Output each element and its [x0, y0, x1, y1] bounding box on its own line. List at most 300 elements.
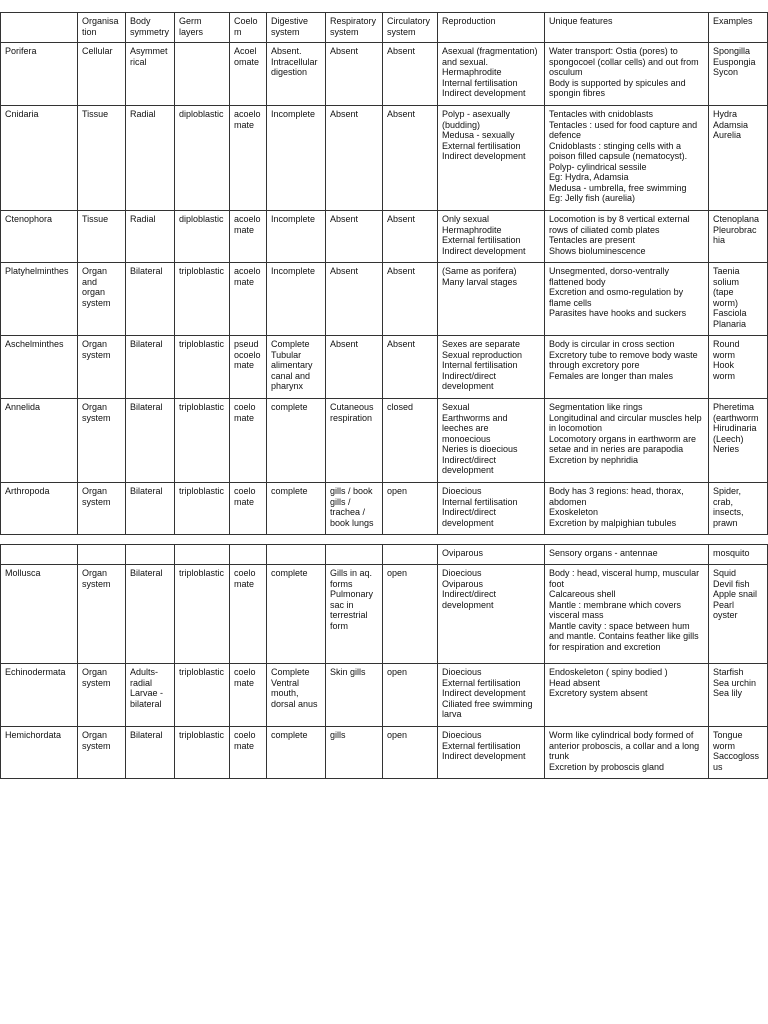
cell-line: system [330, 26, 359, 37]
cell-line: Dioecious [442, 730, 482, 740]
table-row [1, 483, 768, 535]
cell-coelom [230, 565, 267, 664]
cell-reproduction [438, 664, 545, 727]
header-cell-phylum [1, 13, 78, 43]
cell-line: Organ [82, 568, 108, 578]
cell-line: open [387, 568, 408, 578]
cell-line: Spongilla [713, 46, 751, 56]
cell-phylum [1, 399, 78, 483]
cell-line: Medusa - umbrella, free swimming [549, 182, 687, 193]
cell-line: Absent [387, 266, 416, 276]
cell-unique-features [545, 399, 709, 483]
cell-line: Hydra [713, 109, 738, 119]
cell-reproduction [438, 483, 545, 535]
cell-line: Polyp - asexually [442, 109, 511, 119]
cell-line: Fasciola [713, 308, 747, 318]
cell-line: system [82, 297, 111, 308]
cell-line: acoelo [234, 214, 261, 224]
cell-germ-layers [175, 336, 230, 399]
header-cell-unique-features [545, 13, 709, 43]
cell-unique-features [545, 664, 709, 727]
cell-line: larva [442, 709, 462, 719]
cell-organisation [78, 727, 126, 779]
cell-line: Adamsia [713, 119, 749, 130]
cell-line: Apple snail [713, 589, 758, 599]
cell-line: Bilateral [130, 486, 163, 496]
cell-line: Germ [179, 16, 202, 26]
cell-line: mate [234, 360, 255, 370]
cell-line: Locomotion is by 8 vertical external [549, 214, 690, 224]
cell-line: development [442, 465, 494, 475]
cell-body-symmetry [126, 545, 175, 565]
cell-line: system [271, 26, 300, 37]
cell-circulatory-system [383, 336, 438, 399]
cell-line: radial [130, 677, 153, 688]
cell-digestive-system [267, 565, 326, 664]
cell-line: hia [713, 235, 726, 245]
cell-line: book lungs [330, 517, 374, 528]
cell-line: closed [387, 402, 414, 412]
cell-organisation [78, 263, 126, 336]
cell-phylum [1, 106, 78, 211]
cell-unique-features [545, 565, 709, 664]
cell-line: Bilateral [130, 730, 163, 740]
cell-line: complete [271, 568, 308, 578]
table-body [1, 13, 768, 535]
cell-phylum [1, 483, 78, 535]
cell-line: coelo [234, 486, 256, 496]
cell-line: Organ [82, 730, 108, 740]
cell-line: Oviparous [442, 548, 484, 558]
cell-line: form [330, 620, 348, 631]
cell-line: alimentary [271, 360, 313, 370]
cell-reproduction [438, 106, 545, 211]
cell-phylum [1, 664, 78, 727]
cell-line: Sensory organs - antennae [549, 548, 658, 558]
cell-examples [709, 727, 768, 779]
cell-line: Tentacles with cnidoblasts [549, 109, 654, 119]
cell-line: leeches are [442, 423, 489, 433]
cell-digestive-system [267, 43, 326, 106]
cell-line: anterior proboscis, a collar and a long [549, 740, 700, 751]
cell-line: layers [179, 26, 204, 37]
cell-line: insects, [713, 507, 744, 517]
cell-line: forms [330, 578, 353, 589]
cell-line: Aurelia [713, 130, 742, 140]
cell-line: External fertilisation [442, 235, 521, 245]
cell-organisation [78, 565, 126, 664]
cell-line: Reproduction [442, 16, 496, 26]
cell-phylum [1, 727, 78, 779]
cell-line: Only sexual [442, 214, 490, 224]
cell-line: Skin gills [330, 667, 366, 677]
cell-digestive-system [267, 211, 326, 263]
cell-line: and sexual. [442, 56, 489, 67]
cell-examples [709, 336, 768, 399]
cell-line: Complete [271, 667, 310, 677]
cell-line: Body [130, 16, 151, 26]
cell-line: Parasites have hooks and suckers [549, 308, 687, 318]
cell-line: Ctenophora [5, 214, 53, 224]
cell-line: worm [713, 349, 735, 360]
cell-respiratory-system [326, 545, 383, 565]
cell-line: system [82, 740, 111, 751]
cell-line: respiration [330, 412, 373, 423]
cell-line: Cellular [82, 46, 113, 56]
cell-unique-features [545, 336, 709, 399]
header-cell-body-symmetry [126, 13, 175, 43]
cell-line: solium [713, 276, 740, 287]
cell-line: Complete [271, 339, 310, 349]
cell-respiratory-system [326, 106, 383, 211]
cell-line: Mantle cavity : space between hum [549, 620, 690, 631]
cell-line: Mollusca [5, 568, 41, 578]
cell-phylum [1, 336, 78, 399]
cell-line: system [82, 578, 111, 589]
cell-line: Body is circular in cross section [549, 339, 675, 349]
cell-respiratory-system [326, 565, 383, 664]
cell-reproduction [438, 263, 545, 336]
cell-digestive-system [267, 664, 326, 727]
cell-line: Absent [387, 214, 416, 224]
cell-line: External fertilisation [442, 140, 521, 151]
cell-line: Water transport: Ostia (pores) to [549, 46, 678, 56]
cell-circulatory-system [383, 483, 438, 535]
cell-digestive-system [267, 727, 326, 779]
cell-line: Absent. [271, 46, 302, 56]
cell-line: Adults- [130, 667, 159, 677]
cell-line: gills / book [330, 486, 373, 496]
cell-line: terrestrial [330, 610, 368, 620]
cell-circulatory-system [383, 211, 438, 263]
cell-phylum [1, 43, 78, 106]
cell-line: us [713, 761, 723, 772]
cell-line: Organ [82, 486, 108, 496]
cell-line: triploblastic [179, 667, 225, 677]
cell-line: foot [549, 578, 565, 589]
cell-line: tion [82, 26, 97, 37]
cell-examples [709, 263, 768, 336]
table-body [1, 545, 768, 779]
cell-line: External fertilisation [442, 740, 521, 751]
cell-line: Sexes are separate [442, 339, 521, 349]
cell-line: triploblastic [179, 730, 225, 740]
cell-line: Eg: Hydra, Adamsia [549, 172, 629, 182]
cell-line: mate [234, 677, 255, 688]
cell-line: trachea / [330, 507, 366, 517]
cell-line: gills [330, 730, 346, 740]
cell-organisation [78, 545, 126, 565]
cell-line: Indirect development [442, 751, 526, 761]
cell-unique-features [545, 211, 709, 263]
table-row [1, 106, 768, 211]
cell-line: Porifera [5, 46, 37, 56]
cell-reproduction [438, 399, 545, 483]
cell-line: Aschelminthes [5, 339, 64, 349]
cell-coelom [230, 664, 267, 727]
cell-line: through excretory pore [549, 360, 640, 370]
cell-phylum [1, 211, 78, 263]
cell-body-symmetry [126, 565, 175, 664]
cell-line: development [442, 599, 494, 610]
cell-line: Locomotory organs in earthworm are [549, 433, 697, 444]
cell-line: Asexual (fragmentation) [442, 46, 538, 56]
cell-line: for respiration and excretion [549, 641, 661, 652]
cell-line: Segmentation like rings [549, 402, 643, 412]
cell-line: Females are longer than males [549, 370, 674, 381]
cell-line: organ [82, 287, 106, 297]
cell-respiratory-system [326, 664, 383, 727]
cell-line: Excretory tube to remove body waste [549, 349, 698, 360]
cell-line: Examples [713, 16, 753, 26]
cell-line: (earthworm [713, 412, 759, 423]
cell-line: oyster [713, 610, 738, 620]
cell-examples [709, 43, 768, 106]
cell-line: mate [234, 276, 255, 287]
cell-circulatory-system [383, 263, 438, 336]
cell-line: Hemichordata [5, 730, 62, 740]
cell-line: Radial [130, 214, 156, 224]
cell-line: Acoel [234, 46, 257, 56]
cell-line: system [82, 496, 111, 507]
cell-circulatory-system [383, 545, 438, 565]
table-row [1, 565, 768, 664]
cell-line: Incomplete [271, 266, 316, 276]
cell-line: Incomplete [271, 109, 316, 119]
cell-line: omate [234, 56, 260, 67]
cell-digestive-system [267, 545, 326, 565]
cell-line: Worm like cylindrical body formed of [549, 730, 694, 740]
cell-line: Dioecious [442, 486, 482, 496]
cell-circulatory-system [383, 43, 438, 106]
cell-line: coelo [234, 402, 256, 412]
header-cell-respiratory-system [326, 13, 383, 43]
cell-line: Annelida [5, 402, 41, 412]
cell-line: monoecious [442, 433, 491, 444]
cell-line: Indirect development [442, 688, 526, 698]
cell-line: Absent [387, 109, 416, 119]
cell-line: Tissue [82, 214, 109, 224]
cell-line: open [387, 486, 408, 496]
cell-line: acoelo [234, 266, 261, 276]
cell-line: Intracellular [271, 56, 318, 67]
cell-line: diploblastic [179, 109, 224, 119]
cell-line: acoelo [234, 109, 261, 119]
cell-line: setae and in neries are parapodia [549, 444, 684, 454]
cell-line: dorsal anus [271, 698, 318, 709]
cell-phylum [1, 263, 78, 336]
cell-respiratory-system [326, 399, 383, 483]
cell-coelom [230, 263, 267, 336]
cell-line: Indirect/direct [442, 507, 497, 517]
cell-unique-features [545, 727, 709, 779]
cell-digestive-system [267, 483, 326, 535]
cell-line: Hermaphrodite [442, 67, 502, 77]
cell-line: Bilateral [130, 339, 163, 349]
cell-line: Absent [330, 266, 359, 276]
cell-line: Indirect development [442, 88, 526, 98]
cell-line: Internal fertilisation [442, 77, 518, 88]
cell-line: Pheretima [713, 402, 755, 412]
cell-line: mate [234, 412, 255, 423]
cell-line: Earthworms and [442, 412, 508, 423]
cell-line: Saccogloss [713, 751, 760, 761]
cell-line: Organ [82, 266, 108, 276]
cell-line: ocoelo [234, 349, 261, 360]
cell-line: prawn [713, 517, 738, 528]
cell-line: triploblastic [179, 568, 225, 578]
cell-body-symmetry [126, 336, 175, 399]
header-cell-organisation [78, 13, 126, 43]
cell-line: system [82, 677, 111, 688]
cell-line: open [387, 730, 408, 740]
cell-line: Excretion by nephridia [549, 454, 639, 465]
cell-line: m [234, 26, 242, 37]
cell-line: triploblastic [179, 339, 225, 349]
cell-line: Absent [330, 339, 359, 349]
cell-line: Absent [330, 109, 359, 119]
cell-line: bilateral [130, 698, 162, 709]
cell-coelom [230, 727, 267, 779]
cell-line: Organisa [82, 16, 119, 26]
cell-line: Arthropoda [5, 486, 50, 496]
cell-circulatory-system [383, 565, 438, 664]
header-cell-digestive-system [267, 13, 326, 43]
cell-line: (tape [713, 287, 734, 297]
cell-line: Pearl [713, 599, 735, 610]
cell-line: Medusa - sexually [442, 130, 515, 140]
cell-line: Ctenoplana [713, 214, 760, 224]
cell-line: Polyp- cylindrical sessile [549, 161, 647, 172]
cell-line: Spider, [713, 486, 742, 496]
cell-germ-layers [175, 565, 230, 664]
cell-line: trunk [549, 751, 570, 761]
cell-line: complete [271, 486, 308, 496]
cell-germ-layers [175, 263, 230, 336]
cell-line: Longitudinal and circular muscles help [549, 412, 702, 423]
cell-line: coelo [234, 568, 256, 578]
cell-reproduction [438, 43, 545, 106]
cell-germ-layers [175, 106, 230, 211]
cell-line: Sea lily [713, 688, 743, 698]
cell-line: Tentacles : used for food capture and [549, 119, 698, 130]
cell-line: Many larval stages [442, 276, 518, 287]
cell-organisation [78, 664, 126, 727]
cell-line: gills / [330, 496, 351, 507]
cell-line: Tentacles are present [549, 235, 636, 245]
cell-line: Body is supported by spicules and [549, 77, 686, 88]
cell-line: Hermaphrodite [442, 224, 502, 235]
cell-line: worm) [713, 297, 738, 308]
cell-examples [709, 106, 768, 211]
cell-line: osculum [549, 67, 583, 77]
cell-line: Body : head, visceral hump, muscular [549, 568, 700, 578]
cell-line: Absent [330, 214, 359, 224]
cell-line: Coelo [234, 16, 258, 26]
cell-respiratory-system [326, 43, 383, 106]
cell-coelom [230, 545, 267, 565]
cell-line: Indirect/direct [442, 589, 497, 599]
cell-line: complete [271, 402, 308, 412]
cell-line: development [442, 381, 494, 391]
cell-line: Hirudinaria [713, 423, 757, 433]
cell-line: Digestive [271, 16, 309, 26]
header-cell-reproduction [438, 13, 545, 43]
table-row [1, 545, 768, 565]
cell-digestive-system [267, 106, 326, 211]
cell-line: Excretory system absent [549, 688, 648, 698]
cell-line: rical [130, 56, 147, 67]
cell-line: Cutaneous [330, 402, 374, 412]
cell-line: Endoskeleton ( spiny bodied ) [549, 667, 668, 677]
cell-line: Planaria [713, 318, 747, 329]
cell-line: Internal fertilisation [442, 360, 518, 370]
cell-line: Organ [82, 339, 108, 349]
cell-line: Bilateral [130, 402, 163, 412]
cell-line: worm [713, 370, 735, 381]
cell-circulatory-system [383, 106, 438, 211]
cell-body-symmetry [126, 211, 175, 263]
cell-examples [709, 565, 768, 664]
cell-line: rows of ciliated comb plates [549, 224, 660, 235]
cell-line: symmetry [130, 26, 169, 37]
cell-line: Indirect/direct [442, 370, 497, 381]
cell-coelom [230, 43, 267, 106]
table-row [1, 336, 768, 399]
table-row [1, 211, 768, 263]
cell-line: Exoskeleton [549, 507, 599, 517]
cell-line: Body has 3 regions: head, thorax, [549, 486, 684, 496]
cell-line: Gills in aq. [330, 568, 373, 578]
cell-body-symmetry [126, 43, 175, 106]
cell-line: Organ [82, 667, 108, 677]
cell-germ-layers [175, 727, 230, 779]
cell-line: Shows bioluminescence [549, 245, 646, 256]
cell-line: Cnidoblasts : stinging cells with a [549, 140, 682, 151]
cell-line: Bilateral [130, 568, 163, 578]
cell-organisation [78, 483, 126, 535]
cell-organisation [78, 399, 126, 483]
cell-germ-layers [175, 483, 230, 535]
cell-line: Tongue [713, 730, 743, 740]
cell-line: Pulmonary [330, 589, 374, 599]
cell-line: Mantle : membrane which covers [549, 599, 682, 610]
cell-germ-layers [175, 399, 230, 483]
cell-line: Hook [713, 360, 735, 370]
cell-line: Neries is dioecious [442, 444, 518, 454]
cell-line: Devil fish [713, 578, 750, 589]
cell-line: Larvae - [130, 688, 164, 698]
cell-line: and mantle. Contains feather like gills [549, 631, 699, 641]
cell-line: mosquito [713, 548, 750, 558]
cell-line: Indirect/direct [442, 454, 497, 465]
cell-line: crab, [713, 496, 734, 507]
cell-line: Absent [387, 46, 416, 56]
cell-unique-features [545, 545, 709, 565]
cell-line: External fertilisation [442, 677, 521, 688]
cell-line: (Same as porifera) [442, 266, 517, 276]
cell-examples [709, 483, 768, 535]
cell-germ-layers [175, 211, 230, 263]
cell-line: Radial [130, 109, 156, 119]
cell-unique-features [545, 483, 709, 535]
cell-body-symmetry [126, 483, 175, 535]
cell-examples [709, 664, 768, 727]
cell-line: (Leech) [713, 433, 744, 444]
table-row [1, 399, 768, 483]
cell-line: Calcareous shell [549, 589, 616, 599]
cell-line: poison filled capsule (nematocyst). [549, 151, 688, 161]
